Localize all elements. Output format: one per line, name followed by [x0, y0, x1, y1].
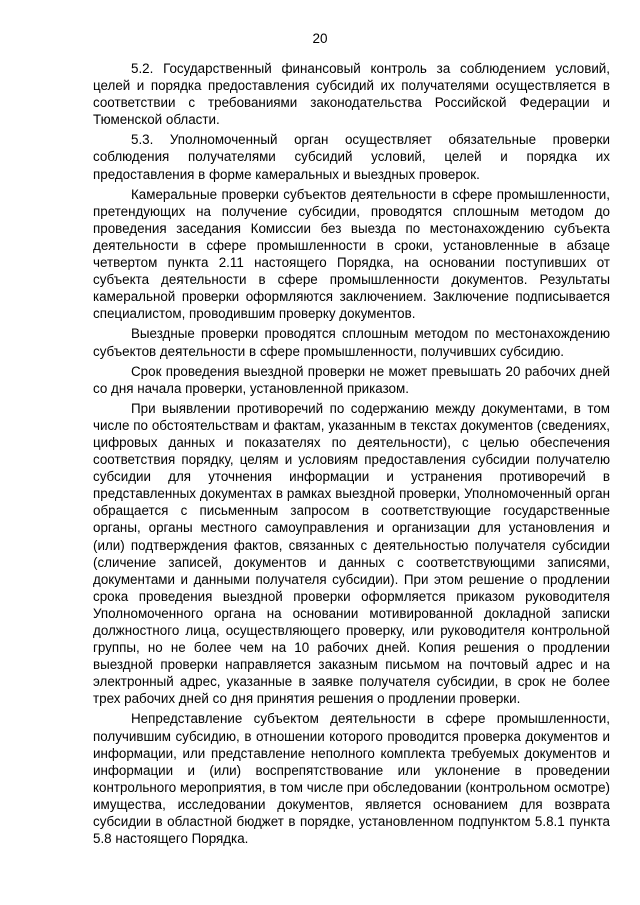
document-body	[93, 60, 610, 850]
paragraph-desk-audits: Камеральные проверки субъектов деятельности в сфере промышленности, претендующих на получение субсидии, проводятся сплошным методом до проведения заседания Комиссии без выезда по местонахождению субъекта деятельности в сфере промышленности в сроки, установленные в абзаце четвертом пункта 2.11 настоящего Порядка, на основании поступивших от субъекта деятельности в сфере промышленности документов. Результаты камеральной проверки оформляются заключением. Заключение подписывается специалистом, проводившим проверку документов.	[93, 186, 610, 322]
paragraph-field-audit-term: Срок проведения выездной проверки не может превышать 20 рабочих дней со дня начала проверки, установленной приказом.	[93, 363, 610, 396]
paragraph-field-audits: Выездные проверки проводятся сплошным методом по местонахождению субъектов деятельности в сфере промышленности, получивших субсидию.	[93, 326, 610, 359]
paragraph-contradictions: При выявлении противоречий по содержанию между документами, в том числе по обстоятельствам и фактам, указанным в текстах документов (сведениях, цифровых данных и показателях по деятельности), с целью обеспечения соответствия порядку, целям и условиям предоставления субсидии получателю субсидии для уточнения информации и устранения противоречий в представленных документах в рамках выездной проверки, Уполномоченный орган обращается с письменным запросом в соответствующие государственные органы, органы местного самоуправления и организации для установления и (или) подтверждения фактов, связанных с деятельностью получателя субсидии (сличение записей, документов и данных с соответствующими записями, документами и данными получателя субсидии). При этом решение о продлении срока проведения выездной проверки оформляется приказом руководителя Уполномоченного органа на основании мотивированной докладной записки должностного лица, осуществляющего проверку, или руководителя контрольной группы, но не более чем на 10 рабочих дней. Копия решения о продлении выездной проверки направляется заказным письмом на почтовый адрес и на электронный адрес, указанные в заявке получателя субсидии, в срок не более трех рабочих дней со дня принятия решения о продлении проверки.	[93, 400, 610, 707]
paragraph-non-submission: Непредставление субъектом деятельности в сфере промышленности, получившим субсидию, в отношении которого проводится проверка документов и информации, или представление неполного комплекта требуемых документов и информации и (или) воспрепятствование или уклонение в проведении контрольного мероприятия, в том числе при обследовании (контрольном осмотре) имущества, исследовании документов, является основанием для возврата субсидии в областной бюджет в порядке, установленном подпунктом 5.8.1 пункта 5.8 настоящего Порядка.	[93, 711, 610, 847]
page-number: 20	[312, 31, 328, 46]
paragraph-5-2: 5.2. Государственный финансовый контроль за соблюдением условий, целей и порядка предоставления субсидий их получателями осуществляется в соответствии с требованиями законодательства Российской Федерации и Тюменской области.	[93, 61, 610, 128]
paragraph-5-3: 5.3. Уполномоченный орган осуществляет обязательные проверки соблюдения получателями субсидий условий, целей и порядка их предоставления в форме камеральных и выездных проверок.	[93, 132, 610, 182]
